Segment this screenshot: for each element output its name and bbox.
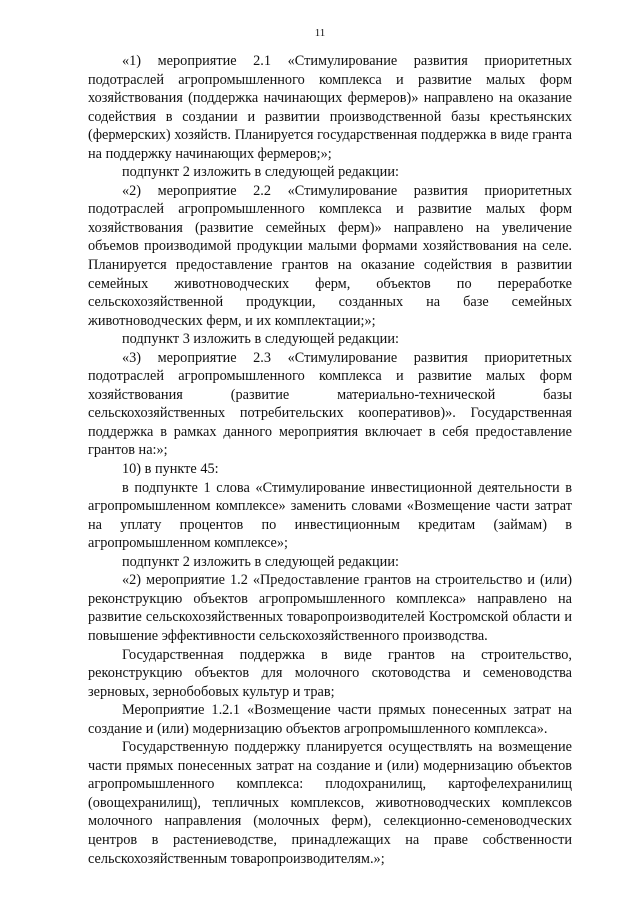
paragraph-subitem-1-replace: в подпункте 1 слова «Стимулирование инвестиционной деятельности в агропромышленном комплексе» заменить словами «Возмещение части затрат на уплату процентов по инвестиционным кредитам (займам) в агропромышленном комплексе»;	[88, 479, 572, 552]
paragraph-measure-2-2: «2) мероприятие 2.2 «Стимулирование развития приоритетных подотраслей агропромышленного комплекса и развитие малых форм хозяйствования (развитие семейных ферм)» направлено на увеличение объемов производимой продукции малыми формами хозяйствования на селе. Планируется предоставление грантов на оказание содействия в развитии семейных животноводческих ферм, объектов по переработке сельскохозяйственной продукции, созданных на базе семейных животноводческих ферм, и их комплектации;»;	[88, 182, 572, 329]
paragraph-measure-1-2: «2) мероприятие 1.2 «Предоставление грантов на строительство и (или) реконструкцию объектов агропромышленного комплекса» направлено на развитие сельскохозяйственных товаропроизводителей Костромской области и повышение эффективности сельскохозяйственного производства.	[88, 572, 572, 644]
paragraph-subitem-2-intro: подпункт 2 изложить в следующей редакции:	[122, 164, 399, 181]
paragraph-item-10: 10) в пункте 45:	[122, 461, 219, 478]
document-body	[88, 52, 572, 868]
paragraph-measure-2-1: «1) мероприятие 2.1 «Стимулирование развития приоритетных подотраслей агропромышленного комплекса и развитие малых форм хозяйствования (поддержка начинающих фермеров)» направлено на оказание содействия в создании и развитии производственной базы крестьянских (фермерских) хозяйств. Планируется государственная поддержка в виде гранта на поддержку начинающих фермеров;»;	[88, 53, 572, 162]
paragraph-state-support-compensation: Государственную поддержку планируется осуществлять на возмещение части прямых понесенных затрат на создание и (или) модернизацию объектов агропромышленного комплекса: плодохранилищ, картофелехранилищ (овощехранилищ), тепличных комплексов, животноводческих комплексов молочного направления (молочных ферм), селекционно-семеноводческих центров в растениеводстве, принадлежащих на праве собственности сельскохозяйственным товаропроизводителям.»;	[88, 739, 572, 867]
paragraph-subitem-3-intro: подпункт 3 изложить в следующей редакции:	[122, 331, 399, 348]
paragraph-measure-2-3: «3) мероприятие 2.3 «Стимулирование развития приоритетных подотраслей агропромышленного комплекса и развитие малых форм хозяйствования (развитие материально-технической базы сельскохозяйственных потребительских кооперативов)». Государственная поддержка в рамках данного мероприятия включает в себя предоставление грантов на:»;	[88, 349, 572, 459]
paragraph-measure-1-2-1: Мероприятие 1.2.1 «Возмещение части прямых понесенных затрат на создание и (или) модернизацию объектов агропромышленного комплекса».	[88, 702, 572, 737]
paragraph-state-support-grants: Государственная поддержка в виде грантов на строительство, реконструкцию объектов для молочного скотоводства и семеноводства зерновых, зернобобовых культур и трав;	[88, 646, 572, 700]
paragraph-subitem-2-intro-second: подпункт 2 изложить в следующей редакции:	[122, 553, 399, 570]
page-number: 11	[314, 27, 326, 39]
